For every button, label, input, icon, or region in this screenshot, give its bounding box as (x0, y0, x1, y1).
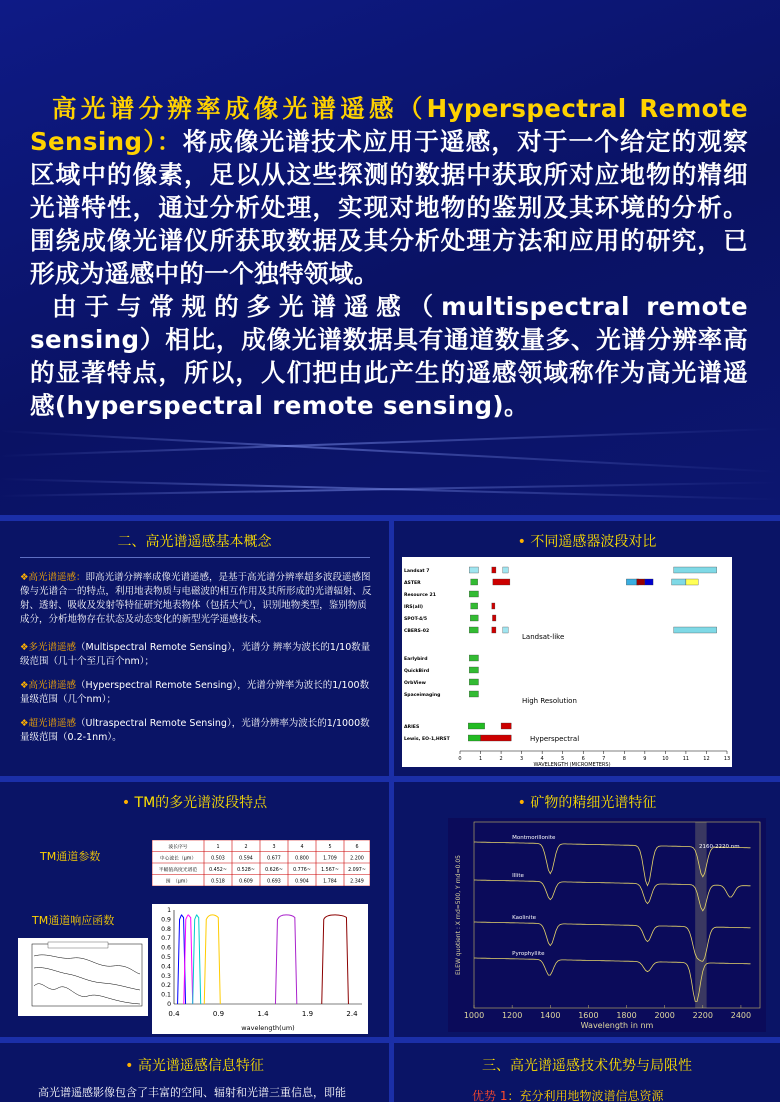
main-title: 高光谱分辨率成像光谱遥感（Hyperspectral Remote Sensing）： (30, 94, 748, 156)
sensor-label: Spaceimaging (404, 693, 441, 698)
sensor-chart-svg (402, 557, 732, 767)
band-bar (492, 615, 495, 621)
y-tick-label: 0.5 (161, 954, 171, 961)
spectrum-curve (474, 880, 751, 911)
mineral-label: Montmorillonite (512, 835, 556, 841)
x-tick-label: 10 (662, 756, 669, 762)
band-bar (503, 567, 509, 573)
advantage-line: 优势 1：充分利用地物波谱信息资源 (472, 1089, 664, 1102)
y-tick-label: 0.7 (161, 935, 171, 943)
title-underline (20, 557, 370, 558)
table-cell: 1 (216, 845, 220, 850)
x-tick-label: 7 (602, 756, 606, 762)
table-cell: 2.200 (350, 856, 364, 862)
main-slide (0, 0, 780, 515)
table-cell: 0.800 (295, 856, 309, 862)
main-paragraph-1-text: 将成像光谱技术应用于遥感，对于一个给定的观察区域中的像素，足以从这些探测的数据中获取所对应地物的精细光谱特性，通过分析处理，实现对地物的鉴别及其环境的分析。围绕成像光谱仪所获取数据及其分析处理方法和应用的研究，已形成为遥感中的一个独特领域。 (30, 127, 748, 288)
x-axis-label: WAVELENGTH (MICROMETERS) (533, 762, 611, 767)
sensor-label: SPOT-4/5 (404, 617, 428, 622)
table-cell: 2 (244, 845, 248, 850)
table-cell: 0.518 (211, 879, 225, 885)
x-axis-label: Wavelength in nm (580, 1021, 654, 1030)
band-bar (470, 615, 478, 621)
slide-info-features (0, 1043, 389, 1102)
table-cell: 半幅值高度光谱范 (158, 868, 198, 873)
x-tick-label: 1.9 (301, 1010, 314, 1018)
annotation: 2160-2220 nm (698, 844, 740, 850)
sensor-label: Resource 21 (404, 593, 436, 598)
x-tick-label: 0 (458, 756, 462, 762)
x-tick-label: 0.9 (212, 1010, 225, 1018)
table-cell: 3 (272, 845, 276, 850)
y-tick-label: 0.8 (161, 925, 171, 933)
slide-title: 二、高光谱遥感基本概念 (117, 534, 272, 550)
table-cell: 0.528~ (237, 868, 255, 873)
band-bar (645, 579, 653, 585)
band-bar (493, 579, 510, 585)
group-label: High Resolution (522, 697, 577, 705)
main-paragraph-2: 由于与常规的多光谱遥感（multispectral remote sensing）相比，成像光谱数据具有通道数量多、光谱分辨率高的显著特点，所以，人们把由此产生的遥感领域称作为高光谱遥感(hyperspectral remote sensing)。 (30, 292, 748, 420)
decor-wave (0, 428, 780, 457)
mineral-chart (448, 818, 766, 1032)
slide-title: • 高光谱遥感信息特征 (125, 1058, 264, 1074)
x-tick-label: 13 (723, 756, 731, 762)
x-tick-label: 4 (540, 756, 544, 762)
table-cell: 6 (355, 845, 359, 850)
table-cell: 波长序号 (168, 845, 188, 850)
y-axis-label: ELEW quotient : X rnd=500, Y rnd=0.05 (455, 855, 462, 975)
band-bar (674, 567, 717, 573)
slide-advantages (394, 1043, 780, 1102)
group-label: Hyperspectral (530, 735, 580, 743)
response-curve (193, 915, 201, 1004)
x-tick-label: 1600 (578, 1011, 599, 1020)
y-tick-label: 0.4 (161, 963, 171, 971)
x-tick-label: 1.4 (257, 1010, 269, 1018)
slide-text: 高光谱遥感影像包含了丰富的空间、辐射和光谱三重信息，即能 (38, 1086, 346, 1099)
band-bar (468, 735, 480, 741)
y-tick-label: 0.2 (161, 982, 171, 990)
band-bar (468, 723, 484, 729)
group-label: Landsat-like (522, 633, 565, 641)
sensor-label: ARIES (404, 725, 420, 730)
slide-title: • 不同遥感器波段对比 (517, 534, 657, 550)
response-curve (322, 915, 349, 1004)
sensor-label: Landsat 7 (404, 569, 430, 574)
x-tick-label: 11 (682, 756, 690, 762)
x-tick-label: 0.4 (168, 1010, 180, 1018)
tm-table (152, 840, 370, 886)
band-bar (471, 579, 478, 585)
response-curve (204, 915, 220, 1004)
table-cell: 0.594 (239, 856, 253, 862)
tm-response-label: TM通道响应函数 (32, 914, 115, 927)
table-cell: 4 (300, 845, 304, 850)
table-cell: 0.503 (211, 856, 225, 862)
slide-title: • 矿物的精细光谱特征 (517, 795, 657, 811)
spectrum-curve (474, 958, 751, 1001)
y-tick-label: 0.6 (161, 944, 171, 952)
sensor-label: IRS(all) (404, 605, 424, 610)
band-bar (637, 579, 645, 585)
concept-item: ❖多光谱遥感（Multispectral Remote Sensing），光谱分 辨率为波长的1/10数量级范围（几十个至几百个nm）； (20, 642, 371, 667)
band-bar (481, 735, 512, 741)
slide-title: • TM的多光谱波段特点 (121, 795, 268, 811)
x-tick-label: 2200 (692, 1011, 713, 1020)
x-tick-label: 2400 (730, 1011, 752, 1020)
x-tick-label: 6 (581, 756, 585, 762)
band-bar (469, 667, 478, 673)
spectrum-thumbnail (18, 938, 148, 1016)
band-bar (469, 627, 478, 633)
main-paragraph-1 (30, 92, 748, 290)
mineral-label: Pyrophyllite (512, 951, 545, 957)
x-tick-label: 2.4 (346, 1010, 358, 1018)
table-cell: 5 (328, 845, 332, 850)
slide-mineral-spectra (394, 782, 780, 1037)
x-tick-label: 9 (643, 756, 647, 762)
band-bar (469, 655, 478, 661)
slide-tm-bands (0, 782, 389, 1037)
table-cell: 2.349 (350, 879, 364, 885)
sensor-label: Lewis, EO-1,HRST (404, 737, 450, 742)
table-cell: 1.709 (323, 856, 337, 862)
slide-sensor-bands (394, 521, 780, 776)
sensor-label: Earlybird (404, 657, 428, 662)
band-bar (686, 579, 698, 585)
band-bar (469, 679, 478, 685)
x-tick-label: 1800 (616, 1011, 637, 1020)
band-bar (492, 567, 496, 573)
band-bar (672, 579, 686, 585)
sensor-label: QuickBird (404, 669, 430, 674)
band-bar (469, 691, 478, 697)
x-tick-label: 5 (561, 756, 565, 762)
table-cell: 0.904 (295, 879, 309, 885)
band-bar (501, 723, 511, 729)
table-cell: 2.097~ (348, 868, 366, 873)
sensor-label: OrbView (404, 681, 426, 686)
band-bar (503, 627, 509, 633)
band-bar (492, 603, 495, 609)
slide-basic-concepts (0, 521, 389, 776)
concept-list (20, 571, 372, 745)
table-cell: 0.693 (267, 879, 281, 885)
sensor-chart (402, 557, 732, 767)
table-cell: 0.776~ (293, 868, 311, 873)
table-cell: 1.784 (323, 879, 337, 885)
y-tick-label: 0.9 (161, 916, 171, 924)
x-tick-label: 1400 (540, 1011, 561, 1020)
sensor-label: ASTER (404, 581, 421, 586)
table-cell: 0.677 (267, 856, 281, 862)
x-tick-label: 3 (520, 756, 524, 762)
band-bar (674, 627, 717, 633)
table-cell: 围 （μm） (165, 879, 191, 885)
tm-params-label: TM通道参数 (40, 850, 101, 863)
y-tick-label: 0.3 (161, 972, 171, 980)
y-tick-label: 0.1 (161, 991, 171, 999)
x-tick-label: 12 (703, 756, 710, 762)
y-tick-label: 1 (167, 907, 171, 914)
band-bar (469, 567, 478, 573)
table-cell: 1.567~ (321, 868, 339, 873)
band-bar (492, 627, 496, 633)
table-cell: 中心波长（μm） (159, 856, 197, 862)
sensor-label: CBERS-02 (404, 629, 430, 634)
band-bar (469, 591, 478, 597)
table-cell: 0.626~ (265, 868, 283, 873)
x-tick-label: 8 (622, 756, 626, 762)
table-cell: 0.452~ (209, 868, 227, 873)
mineral-label: Kaolinite (512, 915, 536, 921)
band-bar (471, 603, 478, 609)
x-tick-label: 2000 (654, 1011, 675, 1020)
x-axis-label: wavelength(um) (241, 1024, 295, 1032)
main-text-block (30, 92, 748, 422)
mineral-label: Illite (512, 873, 524, 879)
concept-item: ❖超光谱遥感（Ultraspectral Remote Sensing），光谱分辨率为波长的1/1000数量级范围（0.2-1nm）。 (20, 718, 370, 743)
concept-item: ❖高光谱遥感（Hyperspectral Remote Sensing），光谱分辨率为波长的1/100数量级范围（几个nm）； (20, 680, 370, 705)
x-tick-label: 1200 (501, 1011, 523, 1020)
x-tick-label: 1 (478, 756, 483, 762)
response-curve (275, 915, 296, 1004)
x-tick-label: 1000 (463, 1011, 485, 1020)
x-tick-label: 2 (499, 756, 503, 762)
table-cell: 0.609 (239, 879, 253, 885)
slide-title: 三、高光谱遥感技术优势与局限性 (482, 1058, 692, 1074)
y-tick-label: 0 (167, 1001, 171, 1008)
concept-item: ❖高光谱遥感：即高光谱分辨率成像光谱遥感，是基于高光谱分辨率超多波段遥感图像与光谱合一的特点，利用地表物质与电磁波的相互作用及其所形成的光谱辐射、反射、透射、吸收及发射等特征研究地表物体（包括大气），识别地物类型，鉴别物质成分，分析地物存在状态及动态变化的新型光学遥感技术。 (20, 572, 372, 625)
tm-response-chart (152, 904, 368, 1034)
